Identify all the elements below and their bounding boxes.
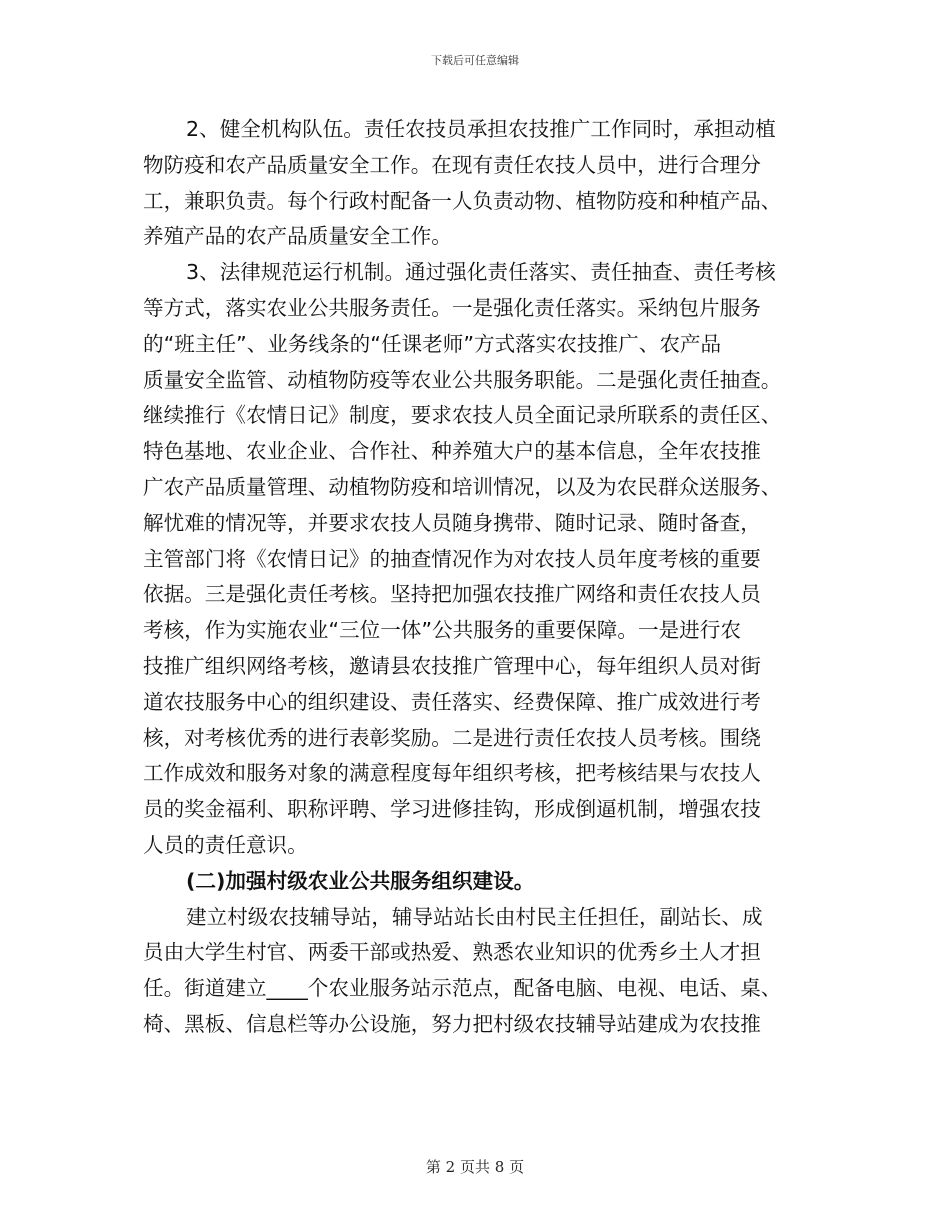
section-heading: (二)加强村级农业公共服务组织建设。: [186, 868, 535, 893]
paragraph-line: 技推广组织网络考核，邀请县农技推广管理中心，每年组织人员对街: [143, 653, 761, 678]
paragraph-line: 等方式，落实农业公共服务责任。一是强化责任落实。采纳包片服务: [143, 295, 761, 320]
paragraph-line: 解忧难的情况等，并要求农技人员随身携带、随时记录、随时备查，: [143, 510, 761, 535]
paragraph-line: 主管部门将《农情日记》的抽查情况作为对农技人员年度考核的重要: [143, 546, 761, 571]
paragraph-line: 继续推行《农情日记》制度，要求农技人员全面记录所联系的责任区、: [143, 403, 782, 428]
paragraph-line: 考核，作为实施农业“三位一体”公共服务的重要保障。一是进行农: [143, 618, 741, 643]
paragraph-line: 的“班主任”、业务线条的“任课老师”方式落实农技推广、农产品: [143, 331, 722, 356]
paragraph-line: 质量安全监管、动植物防疫等农业公共服务职能。二是强化责任抽查。: [143, 367, 782, 392]
paragraph-line: 任。街道建立____个农业服务站示范点，配备电脑、电视、电话、桌、: [143, 976, 782, 1001]
paragraph-line: 工，兼职负责。每个行政村配备一人负责动物、植物防疫和种植产品、: [143, 188, 782, 213]
page-header: 下载后可任意编辑: [431, 54, 519, 67]
paragraph-line: 3、法律规范运行机制。通过强化责任落实、责任抽查、责任考核: [186, 260, 776, 285]
paragraph-line: 养殖产品的农产品质量安全工作。: [143, 224, 452, 249]
paragraph-line: 道农技服务中心的组织建设、责任落实、经费保障、推广成效进行考: [143, 689, 761, 714]
paragraph-line: 广农产品质量管理、动植物防疫和培训情况，以及为农民群众送服务、: [143, 474, 782, 499]
document-body: [143, 112, 803, 1043]
paragraph-line: 员由大学生村官、两委干部或热爱、熟悉农业知识的优秀乡土人才担: [143, 940, 761, 965]
paragraph-line: 核，对考核优秀的进行表彰奖励。二是进行责任农技人员考核。围绕: [143, 725, 761, 750]
paragraph-line: 人员的责任意识。: [143, 832, 308, 857]
page-footer: 第 2 页共 8 页: [425, 1158, 525, 1176]
paragraph-line: 工作成效和服务对象的满意程度每年组织考核，把考核结果与农技人: [143, 761, 761, 786]
paragraph-line: 物防疫和农产品质量安全工作。在现有责任农技人员中，进行合理分: [143, 152, 761, 177]
paragraph-line: 特色基地、农业企业、合作社、种养殖大户的基本信息，全年农技推: [143, 439, 761, 464]
paragraph-line: 依据。三是强化责任考核。坚持把加强农技推广网络和责任农技人员: [143, 582, 761, 607]
paragraph-line: 建立村级农技辅导站，辅导站站长由村民主任担任，副站长、成: [186, 904, 763, 929]
paragraph-line: 2、健全机构队伍。责任农技员承担农技推广工作同时，承担动植: [186, 117, 776, 141]
paragraph-line: 员的奖金福利、职称评聘、学习进修挂钩，形成倒逼机制，增强农技: [143, 797, 761, 822]
paragraph-line: 椅、黑板、信息栏等办公设施，努力把村级农技辅导站建成为农技推: [143, 1011, 761, 1036]
